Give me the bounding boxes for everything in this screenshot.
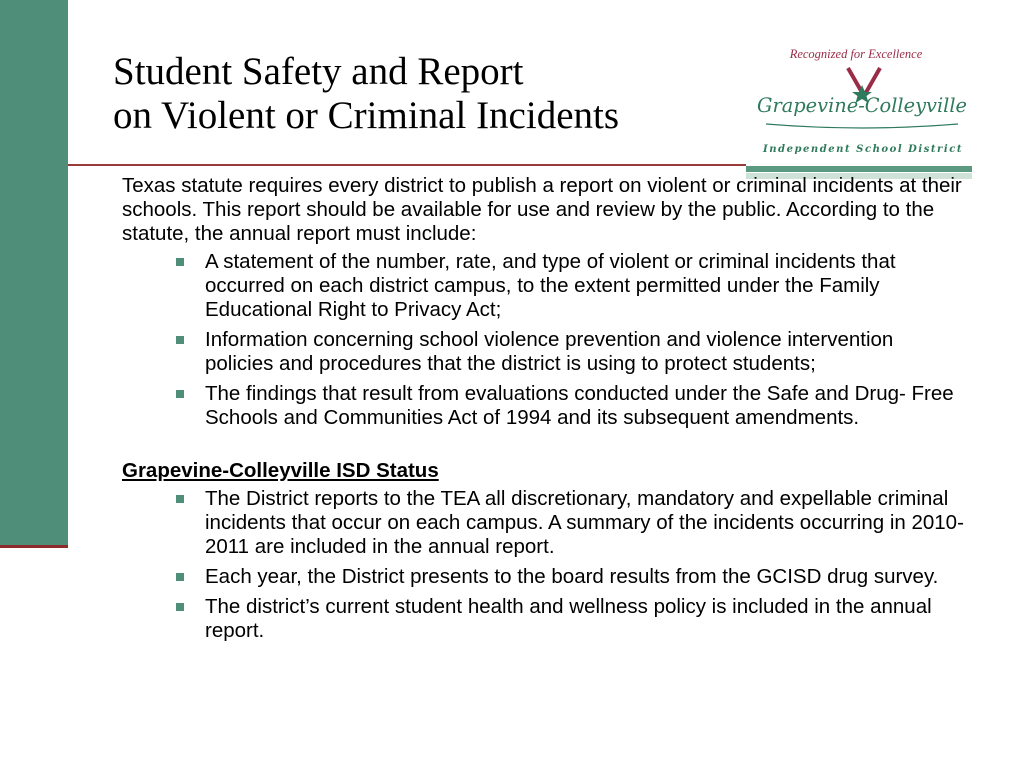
district-logo	[752, 44, 974, 162]
bullet-icon	[176, 495, 184, 503]
status-heading: Grapevine-Colleyville ISD Status	[122, 459, 439, 482]
bullet-icon	[176, 573, 184, 581]
bullet-icon	[176, 336, 184, 344]
bullet-icon	[176, 603, 184, 611]
slide-title-line-2: on Violent or Criminal Incidents	[113, 94, 620, 137]
title-divider	[68, 164, 746, 166]
bullet-icon	[176, 390, 184, 398]
logo-wordmark: Grapevine-Colleyville	[757, 93, 967, 117]
list-item	[122, 595, 965, 643]
list-item	[122, 382, 965, 430]
slide-title-line-1: Student Safety and Report	[113, 50, 524, 93]
status-list	[122, 487, 982, 643]
side-accent-rule	[0, 545, 68, 548]
list-item-text: Each year, the District presents to the board results from the GCISD drug survey.	[205, 565, 939, 588]
logo-swoosh	[766, 124, 958, 128]
list-item	[122, 250, 965, 322]
slide-title	[113, 50, 619, 138]
list-item-text: The district’s current student health and wellness policy is included in the annual report.	[205, 595, 932, 642]
slide-body	[122, 174, 982, 649]
requirements-list	[122, 250, 982, 430]
logo-subtitle: Independent School District	[762, 143, 963, 155]
list-item-text: The District reports to the TEA all discretionary, mandatory and expellable criminal incidents that occur on each campus. A summary of the incidents occurring in 2010-2011 are included in the annual report.	[205, 487, 964, 558]
list-item-text: Information concerning school violence prevention and violence intervention policies and procedures that the district is using to protect students;	[205, 328, 894, 375]
logo-divider-green	[746, 166, 972, 172]
logo-tagline: Recognized for Excellence	[789, 47, 923, 61]
intro-paragraph: Texas statute requires every district to publish a report on violent or criminal incidents at their schools. This report should be available for use and review by the public. According to the statute, the annual report must include:	[122, 174, 962, 245]
list-item	[122, 565, 965, 589]
list-item	[122, 328, 965, 376]
list-item-text: A statement of the number, rate, and type of violent or criminal incidents that occurred on each district campus, to the extent permitted under the Family Educational Right to Privacy Act;	[205, 250, 896, 321]
list-item-text: The findings that result from evaluations conducted under the Safe and Drug- Free Schools and Communities Act of 1994 and its subsequent amendments.	[205, 382, 954, 429]
list-item	[122, 487, 965, 559]
side-accent-bar	[0, 0, 68, 545]
bullet-icon	[176, 258, 184, 266]
